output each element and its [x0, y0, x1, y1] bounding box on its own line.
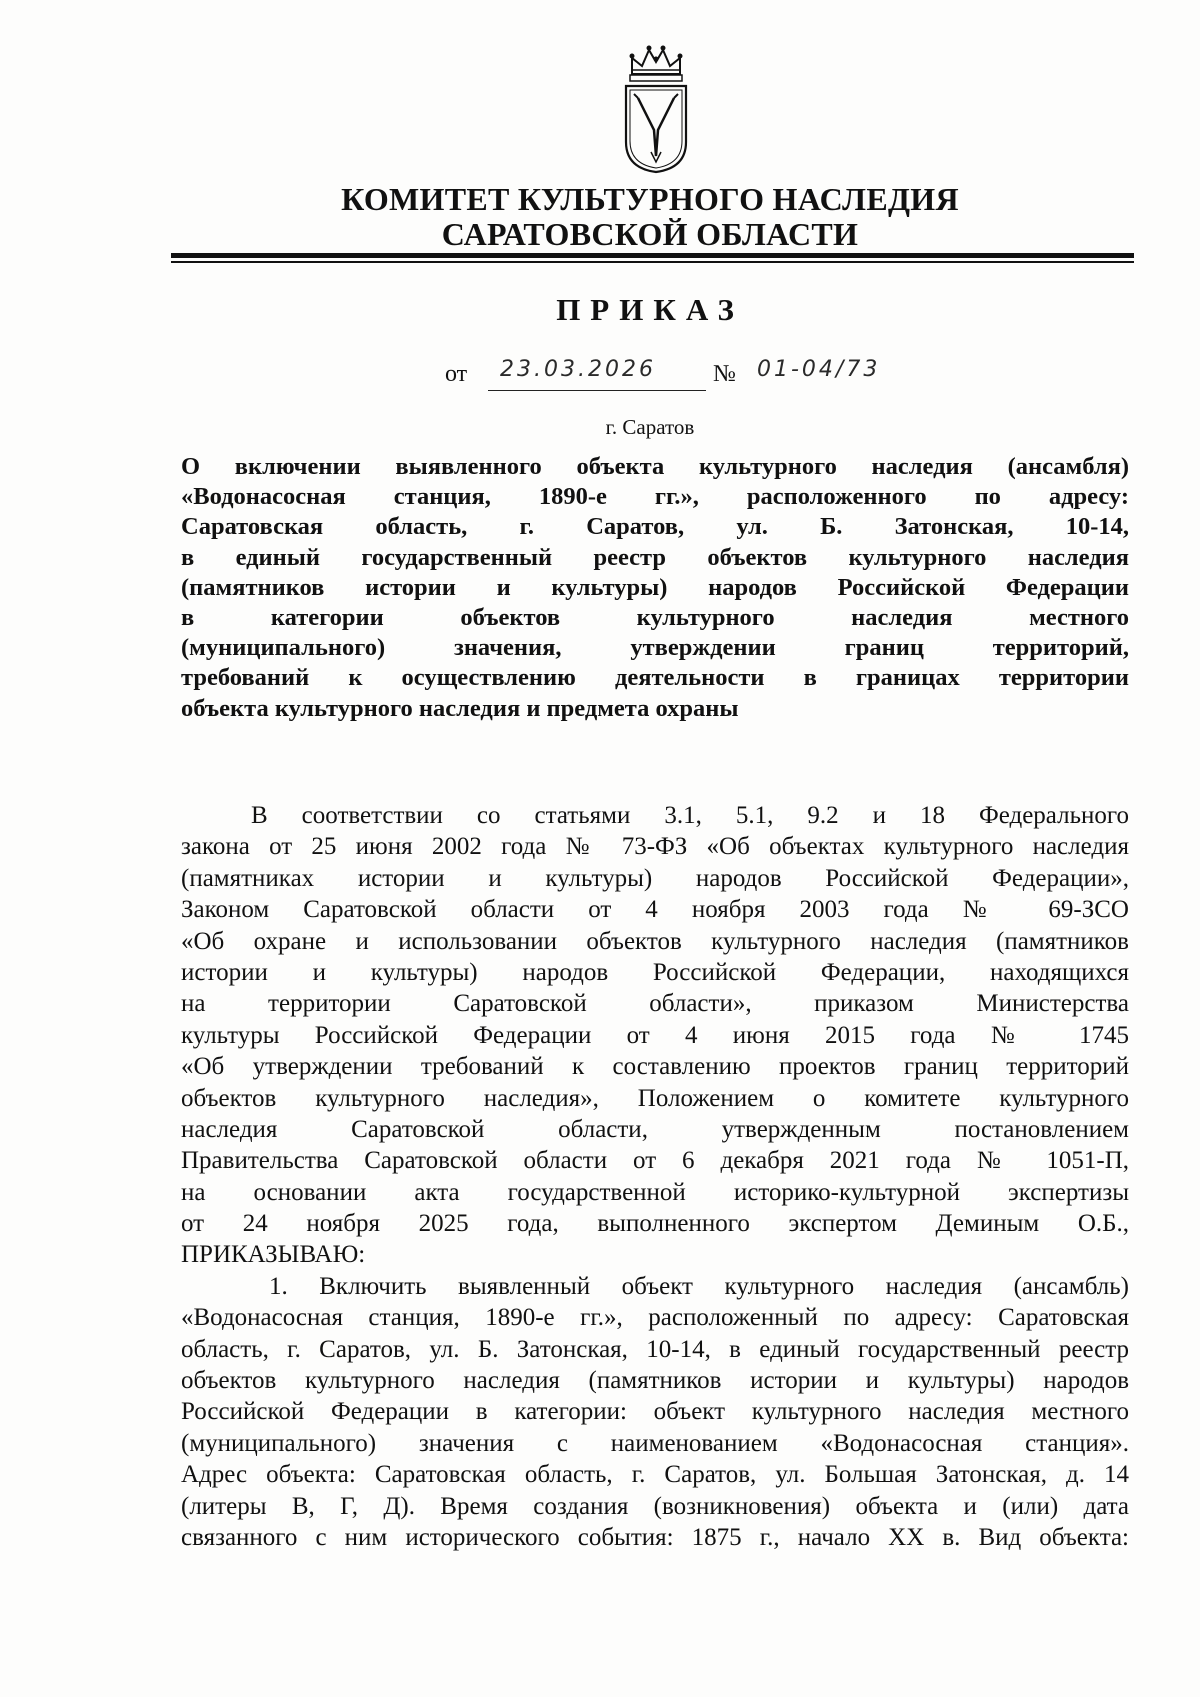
heading-line: (муниципального) значения, утверждении границ территорий,: [181, 634, 1129, 662]
body-line: культуры Российской Федерации от 4 июня 2015 года № 1745: [181, 1021, 1129, 1049]
heading-line: объекта культурного наследия и предмета охраны: [181, 694, 739, 722]
order-date-number-line: [445, 354, 965, 394]
body-line: истории и культуры) народов Российской Федерации, находящихся: [181, 958, 1129, 986]
body-line: закона от 25 июня 2002 года № 73-ФЗ «Об объектах культурного наследия: [181, 833, 1129, 861]
heading-line: требований к осуществлению деятельности в границах территории: [181, 664, 1129, 692]
body-line: «Об охране и использовании объектов культурного наследия (памятников: [181, 927, 1129, 955]
date-prefix: от: [445, 361, 468, 387]
heading-line: Саратовская область, г. Саратов, ул. Б. Затонская, 10-14,: [181, 513, 1129, 541]
header-divider-thick: [171, 253, 1134, 258]
heading-line: «Водонасосная станция, 1890-е гг.», расположенного по адресу:: [181, 483, 1129, 511]
body-line: (муниципального) значения с наименованием «Водонасосная станция».: [181, 1429, 1129, 1457]
body-line: объектов культурного наследия», Положением о комитете культурного: [181, 1084, 1129, 1112]
order-subject-heading: [181, 452, 1129, 724]
saratov-coat-of-arms-icon: [618, 44, 694, 174]
body-line: 1. Включить выявленный объект культурного наследия (ансамбль): [269, 1272, 1129, 1300]
body-line: область, г. Саратов, ул. Б. Затонская, 10-14, в единый государственный реестр: [181, 1335, 1129, 1363]
body-line: (памятниках истории и культуры) народов Российской Федерации»,: [181, 864, 1129, 892]
organization-name-line-1: КОМИТЕТ КУЛЬТУРНОГО НАСЛЕДИЯ: [341, 181, 959, 217]
heading-line: О включении выявленного объекта культурного наследия (ансамбля): [181, 453, 1129, 480]
city-label: г. Саратов: [605, 415, 695, 439]
document-title: ПРИКАЗ: [556, 292, 744, 327]
header-divider-thin: [171, 261, 1134, 263]
order-body-text: [181, 800, 1129, 1553]
date-field: [488, 354, 706, 391]
body-line: (литеры В, Г, Д). Время создания (возникновения) объекта и (или) дата: [181, 1492, 1129, 1520]
body-line: Правительства Саратовской области от 6 декабря 2021 года № 1051-П,: [181, 1147, 1129, 1175]
body-line: «Водонасосная станция, 1890-е гг.», расположенный по адресу: Саратовская: [181, 1304, 1129, 1332]
body-line: от 24 ноября 2025 года, выполненного экспертом Деминым О.Б.,: [181, 1210, 1129, 1238]
number-prefix: №: [713, 361, 736, 387]
body-line: на основании акта государственной историко-культурной экспертизы: [181, 1178, 1129, 1206]
body-line: «Об утверждении требований к составлению проектов границ территорий: [181, 1053, 1129, 1081]
body-line: Российской Федерации в категории: объект культурного наследия местного: [181, 1398, 1129, 1426]
organization-name-line-2: САРАТОВСКОЙ ОБЛАСТИ: [441, 216, 859, 252]
handwritten-date: 23.03.2026: [500, 357, 656, 382]
handwritten-order-number: 01-04/73: [757, 357, 881, 382]
heading-line: в единый государственный реестр объектов культурного наследия: [181, 543, 1129, 571]
body-line: связанного с ним исторического события: 1875 г., начало XX в. Вид объекта:: [181, 1523, 1129, 1551]
body-line: на территории Саратовской области», приказом Министерства: [181, 990, 1129, 1018]
body-line: В соответствии со статьями 3.1, 5.1, 9.2 и 18 Федерального: [251, 802, 1129, 829]
body-line: объектов культурного наследия (памятников истории и культуры) народов: [181, 1367, 1129, 1395]
body-line: Адрес объекта: Саратовская область, г. Саратов, ул. Большая Затонская, д. 14: [181, 1461, 1129, 1489]
body-line: Законом Саратовской области от 4 ноября 2003 года № 69-ЗСО: [181, 896, 1129, 924]
order-directive: ПРИКАЗЫВАЮ:: [181, 1241, 366, 1269]
heading-line: в категории объектов культурного наследия местного: [181, 603, 1129, 631]
heading-line: (памятников истории и культуры) народов Российской Федерации: [181, 573, 1129, 601]
body-line: наследия Саратовской области, утвержденным постановлением: [181, 1115, 1129, 1143]
